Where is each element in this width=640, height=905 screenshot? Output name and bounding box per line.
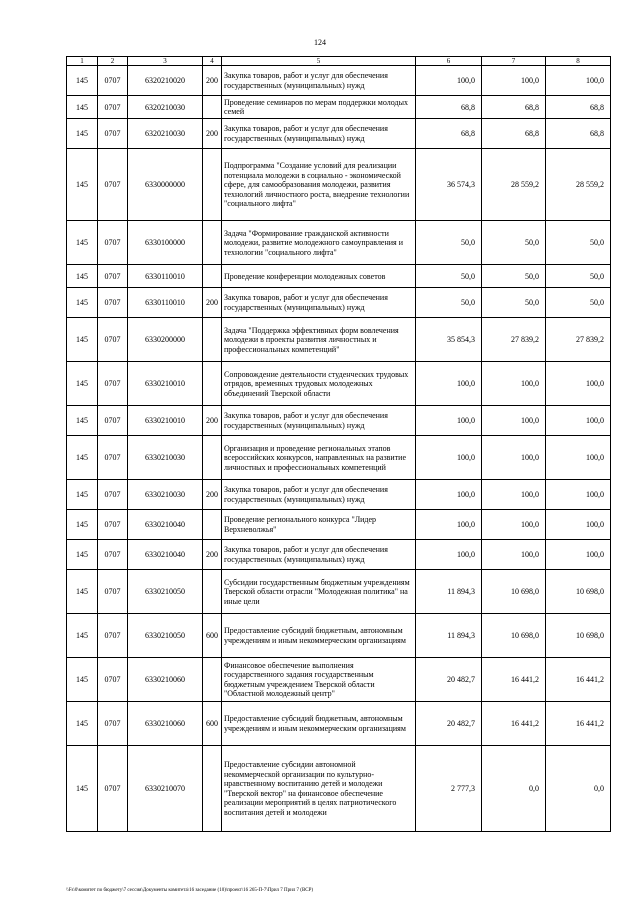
cell-amount-year1: 20 482,7 xyxy=(416,658,482,702)
cell-amount-year3: 50,0 xyxy=(546,221,611,265)
cell-target-article: 6320210020 xyxy=(128,66,203,96)
cell-description: Проведение регионального конкурса "Лидер Верхневолжья" xyxy=(222,510,416,540)
cell-target-article: 6330210060 xyxy=(128,702,203,746)
table-row xyxy=(67,540,611,570)
cell-expense-type xyxy=(203,318,222,362)
cell-amount-year1: 50,0 xyxy=(416,288,482,318)
cell-chapter: 145 xyxy=(67,658,98,702)
cell-description: Предоставление субсидии автономной некоммерческой организации по культурно-нравственному воспитанию детей и молодежи "Тверской вектор" на финансовое обеспечение реализации мероприятий в целях патриотического воспитания детей и молодежи xyxy=(222,746,416,832)
cell-chapter: 145 xyxy=(67,288,98,318)
cell-target-article: 6330000000 xyxy=(128,149,203,221)
cell-target-article: 6330210010 xyxy=(128,406,203,436)
cell-section: 0707 xyxy=(98,66,128,96)
cell-target-article: 6330210050 xyxy=(128,614,203,658)
cell-amount-year3: 50,0 xyxy=(546,288,611,318)
table-row xyxy=(67,362,611,406)
table-row xyxy=(67,746,611,832)
cell-amount-year3: 100,0 xyxy=(546,480,611,510)
cell-target-article: 6330110010 xyxy=(128,288,203,318)
column-header: 2 xyxy=(98,57,128,66)
cell-amount-year3: 10 698,0 xyxy=(546,614,611,658)
cell-chapter: 145 xyxy=(67,436,98,480)
cell-expense-type: 200 xyxy=(203,480,222,510)
table-row xyxy=(67,436,611,480)
cell-section: 0707 xyxy=(98,265,128,288)
column-number-row xyxy=(67,57,611,66)
cell-amount-year1: 11 894,3 xyxy=(416,614,482,658)
cell-section: 0707 xyxy=(98,510,128,540)
page-number: 124 xyxy=(314,38,326,47)
cell-description: Финансовое обеспечение выполнения государственного задания государственным бюджетным учреждением Тверской области "Областной молодежный центр" xyxy=(222,658,416,702)
cell-chapter: 145 xyxy=(67,570,98,614)
cell-chapter: 145 xyxy=(67,510,98,540)
cell-amount-year3: 27 839,2 xyxy=(546,318,611,362)
cell-amount-year3: 100,0 xyxy=(546,540,611,570)
cell-amount-year2: 16 441,2 xyxy=(482,658,546,702)
cell-chapter: 145 xyxy=(67,265,98,288)
cell-section: 0707 xyxy=(98,288,128,318)
column-header: 1 xyxy=(67,57,98,66)
cell-amount-year2: 16 441,2 xyxy=(482,702,546,746)
cell-amount-year2: 100,0 xyxy=(482,540,546,570)
table-row xyxy=(67,702,611,746)
table-row xyxy=(67,570,611,614)
cell-amount-year2: 68,8 xyxy=(482,119,546,149)
table-row xyxy=(67,221,611,265)
cell-amount-year3: 16 441,2 xyxy=(546,702,611,746)
cell-description: Закупка товаров, работ и услуг для обеспечения государственных (муниципальных) нужд xyxy=(222,66,416,96)
cell-amount-year2: 50,0 xyxy=(482,265,546,288)
cell-section: 0707 xyxy=(98,119,128,149)
cell-expense-type xyxy=(203,746,222,832)
cell-amount-year1: 50,0 xyxy=(416,221,482,265)
cell-expense-type xyxy=(203,510,222,540)
cell-amount-year3: 0,0 xyxy=(546,746,611,832)
cell-amount-year1: 68,8 xyxy=(416,119,482,149)
cell-chapter: 145 xyxy=(67,149,98,221)
table-row xyxy=(67,96,611,119)
cell-amount-year3: 100,0 xyxy=(546,406,611,436)
cell-target-article: 6330210070 xyxy=(128,746,203,832)
cell-amount-year3: 100,0 xyxy=(546,510,611,540)
cell-section: 0707 xyxy=(98,362,128,406)
cell-amount-year2: 100,0 xyxy=(482,436,546,480)
cell-chapter: 145 xyxy=(67,540,98,570)
column-header: 7 xyxy=(482,57,546,66)
cell-amount-year2: 27 839,2 xyxy=(482,318,546,362)
column-header: 4 xyxy=(203,57,222,66)
cell-chapter: 145 xyxy=(67,96,98,119)
cell-expense-type: 200 xyxy=(203,288,222,318)
cell-section: 0707 xyxy=(98,149,128,221)
cell-description: Задача "Формирование гражданской активности молодежи, развитие молодежного самоуправления и технологии "социального лифта" xyxy=(222,221,416,265)
cell-section: 0707 xyxy=(98,96,128,119)
cell-target-article: 6330210010 xyxy=(128,362,203,406)
file-path-footer: \\Fs\0\комитет по бюджету\7 сессия\Документы комитета\16 заседание (10)\проект\16 265-П-7\Прил 7 Прил 7 (ВСР) xyxy=(66,888,314,893)
cell-amount-year1: 2 777,3 xyxy=(416,746,482,832)
cell-amount-year3: 28 559,2 xyxy=(546,149,611,221)
cell-section: 0707 xyxy=(98,540,128,570)
cell-chapter: 145 xyxy=(67,362,98,406)
cell-expense-type: 600 xyxy=(203,702,222,746)
cell-target-article: 6330110010 xyxy=(128,265,203,288)
cell-amount-year1: 100,0 xyxy=(416,436,482,480)
cell-amount-year3: 68,8 xyxy=(546,96,611,119)
cell-target-article: 6330210050 xyxy=(128,570,203,614)
cell-amount-year1: 11 894,3 xyxy=(416,570,482,614)
cell-chapter: 145 xyxy=(67,480,98,510)
cell-amount-year2: 50,0 xyxy=(482,288,546,318)
cell-chapter: 145 xyxy=(67,66,98,96)
cell-target-article: 6330210060 xyxy=(128,658,203,702)
table-row xyxy=(67,318,611,362)
cell-expense-type: 200 xyxy=(203,540,222,570)
cell-description: Закупка товаров, работ и услуг для обеспечения государственных (муниципальных) нужд xyxy=(222,406,416,436)
cell-section: 0707 xyxy=(98,614,128,658)
cell-description: Закупка товаров, работ и услуг для обеспечения государственных (муниципальных) нужд xyxy=(222,288,416,318)
cell-amount-year3: 16 441,2 xyxy=(546,658,611,702)
cell-amount-year1: 100,0 xyxy=(416,66,482,96)
cell-description: Предоставление субсидий бюджетным, автономным учреждениям и иным некоммерческим организациям xyxy=(222,702,416,746)
cell-description: Подпрограмма "Создание условий для реализации потенциала молодежи в социально - экономической сфере, для самообразования молодежи, развития технологий личностного роста, внедрение технологии "социального лифта" xyxy=(222,149,416,221)
cell-description: Закупка товаров, работ и услуг для обеспечения государственных (муниципальных) нужд xyxy=(222,540,416,570)
table-row xyxy=(67,288,611,318)
cell-section: 0707 xyxy=(98,570,128,614)
cell-amount-year3: 50,0 xyxy=(546,265,611,288)
cell-chapter: 145 xyxy=(67,702,98,746)
cell-target-article: 6330200000 xyxy=(128,318,203,362)
cell-section: 0707 xyxy=(98,480,128,510)
cell-amount-year1: 100,0 xyxy=(416,362,482,406)
cell-expense-type: 200 xyxy=(203,406,222,436)
cell-expense-type xyxy=(203,658,222,702)
cell-expense-type xyxy=(203,221,222,265)
cell-section: 0707 xyxy=(98,406,128,436)
cell-amount-year2: 28 559,2 xyxy=(482,149,546,221)
cell-description: Субсидии государственным бюджетным учреждениям Тверской области отрасли "Молодежная политика" на иные цели xyxy=(222,570,416,614)
cell-amount-year3: 100,0 xyxy=(546,66,611,96)
cell-amount-year2: 100,0 xyxy=(482,406,546,436)
cell-section: 0707 xyxy=(98,746,128,832)
cell-amount-year1: 20 482,7 xyxy=(416,702,482,746)
cell-chapter: 145 xyxy=(67,746,98,832)
cell-amount-year1: 100,0 xyxy=(416,510,482,540)
cell-chapter: 145 xyxy=(67,406,98,436)
cell-amount-year3: 68,8 xyxy=(546,119,611,149)
cell-description: Предоставление субсидий бюджетным, автономным учреждениям и иным некоммерческим организациям xyxy=(222,614,416,658)
cell-expense-type: 600 xyxy=(203,614,222,658)
cell-target-article: 6330210040 xyxy=(128,510,203,540)
column-header: 3 xyxy=(128,57,203,66)
cell-expense-type xyxy=(203,265,222,288)
cell-target-article: 6330210030 xyxy=(128,480,203,510)
column-header: 8 xyxy=(546,57,611,66)
cell-expense-type xyxy=(203,570,222,614)
cell-amount-year2: 100,0 xyxy=(482,362,546,406)
column-header: 5 xyxy=(222,57,416,66)
cell-description: Проведение конференции молодежных советов xyxy=(222,265,416,288)
cell-chapter: 145 xyxy=(67,221,98,265)
cell-amount-year1: 100,0 xyxy=(416,480,482,510)
cell-expense-type xyxy=(203,149,222,221)
cell-description: Закупка товаров, работ и услуг для обеспечения государственных (муниципальных) нужд xyxy=(222,119,416,149)
table-row xyxy=(67,658,611,702)
cell-amount-year3: 100,0 xyxy=(546,362,611,406)
cell-amount-year2: 50,0 xyxy=(482,221,546,265)
cell-amount-year1: 36 574,3 xyxy=(416,149,482,221)
cell-amount-year2: 10 698,0 xyxy=(482,570,546,614)
cell-target-article: 6330100000 xyxy=(128,221,203,265)
column-header: 6 xyxy=(416,57,482,66)
cell-section: 0707 xyxy=(98,221,128,265)
cell-description: Проведение семинаров по мерам поддержки молодых семей xyxy=(222,96,416,119)
table-row xyxy=(67,510,611,540)
cell-section: 0707 xyxy=(98,702,128,746)
cell-amount-year2: 68,8 xyxy=(482,96,546,119)
table-row xyxy=(67,66,611,96)
table-row xyxy=(67,406,611,436)
cell-amount-year2: 100,0 xyxy=(482,510,546,540)
cell-chapter: 145 xyxy=(67,318,98,362)
cell-target-article: 6320210030 xyxy=(128,119,203,149)
cell-chapter: 145 xyxy=(67,119,98,149)
cell-amount-year1: 50,0 xyxy=(416,265,482,288)
cell-description: Сопровождение деятельности студенческих трудовых отрядов, временных трудовых молодежных объединений Тверской области xyxy=(222,362,416,406)
cell-amount-year2: 10 698,0 xyxy=(482,614,546,658)
cell-description: Организация и проведение региональных этапов всероссийских конкурсов, направленных на развитие личностных и профессиональных компетенций xyxy=(222,436,416,480)
table-row xyxy=(67,149,611,221)
cell-expense-type xyxy=(203,96,222,119)
cell-target-article: 6330210030 xyxy=(128,436,203,480)
cell-amount-year1: 68,8 xyxy=(416,96,482,119)
table-row xyxy=(67,265,611,288)
cell-amount-year2: 100,0 xyxy=(482,66,546,96)
cell-description: Закупка товаров, работ и услуг для обеспечения государственных (муниципальных) нужд xyxy=(222,480,416,510)
cell-expense-type xyxy=(203,362,222,406)
cell-section: 0707 xyxy=(98,658,128,702)
cell-amount-year3: 100,0 xyxy=(546,436,611,480)
cell-amount-year1: 100,0 xyxy=(416,540,482,570)
cell-amount-year1: 35 854,3 xyxy=(416,318,482,362)
table-row xyxy=(67,480,611,510)
cell-amount-year2: 100,0 xyxy=(482,480,546,510)
cell-description: Задача "Поддержка эффективных форм вовлечения молодежи в проекты развития личностных и профессиональных компетенций" xyxy=(222,318,416,362)
table-row xyxy=(67,614,611,658)
cell-amount-year1: 100,0 xyxy=(416,406,482,436)
cell-expense-type: 200 xyxy=(203,66,222,96)
cell-amount-year2: 0,0 xyxy=(482,746,546,832)
table-row xyxy=(67,119,611,149)
cell-target-article: 6320210030 xyxy=(128,96,203,119)
cell-target-article: 6330210040 xyxy=(128,540,203,570)
cell-amount-year3: 10 698,0 xyxy=(546,570,611,614)
cell-section: 0707 xyxy=(98,318,128,362)
cell-expense-type: 200 xyxy=(203,119,222,149)
cell-expense-type xyxy=(203,436,222,480)
cell-section: 0707 xyxy=(98,436,128,480)
cell-chapter: 145 xyxy=(67,614,98,658)
budget-table xyxy=(66,56,611,832)
